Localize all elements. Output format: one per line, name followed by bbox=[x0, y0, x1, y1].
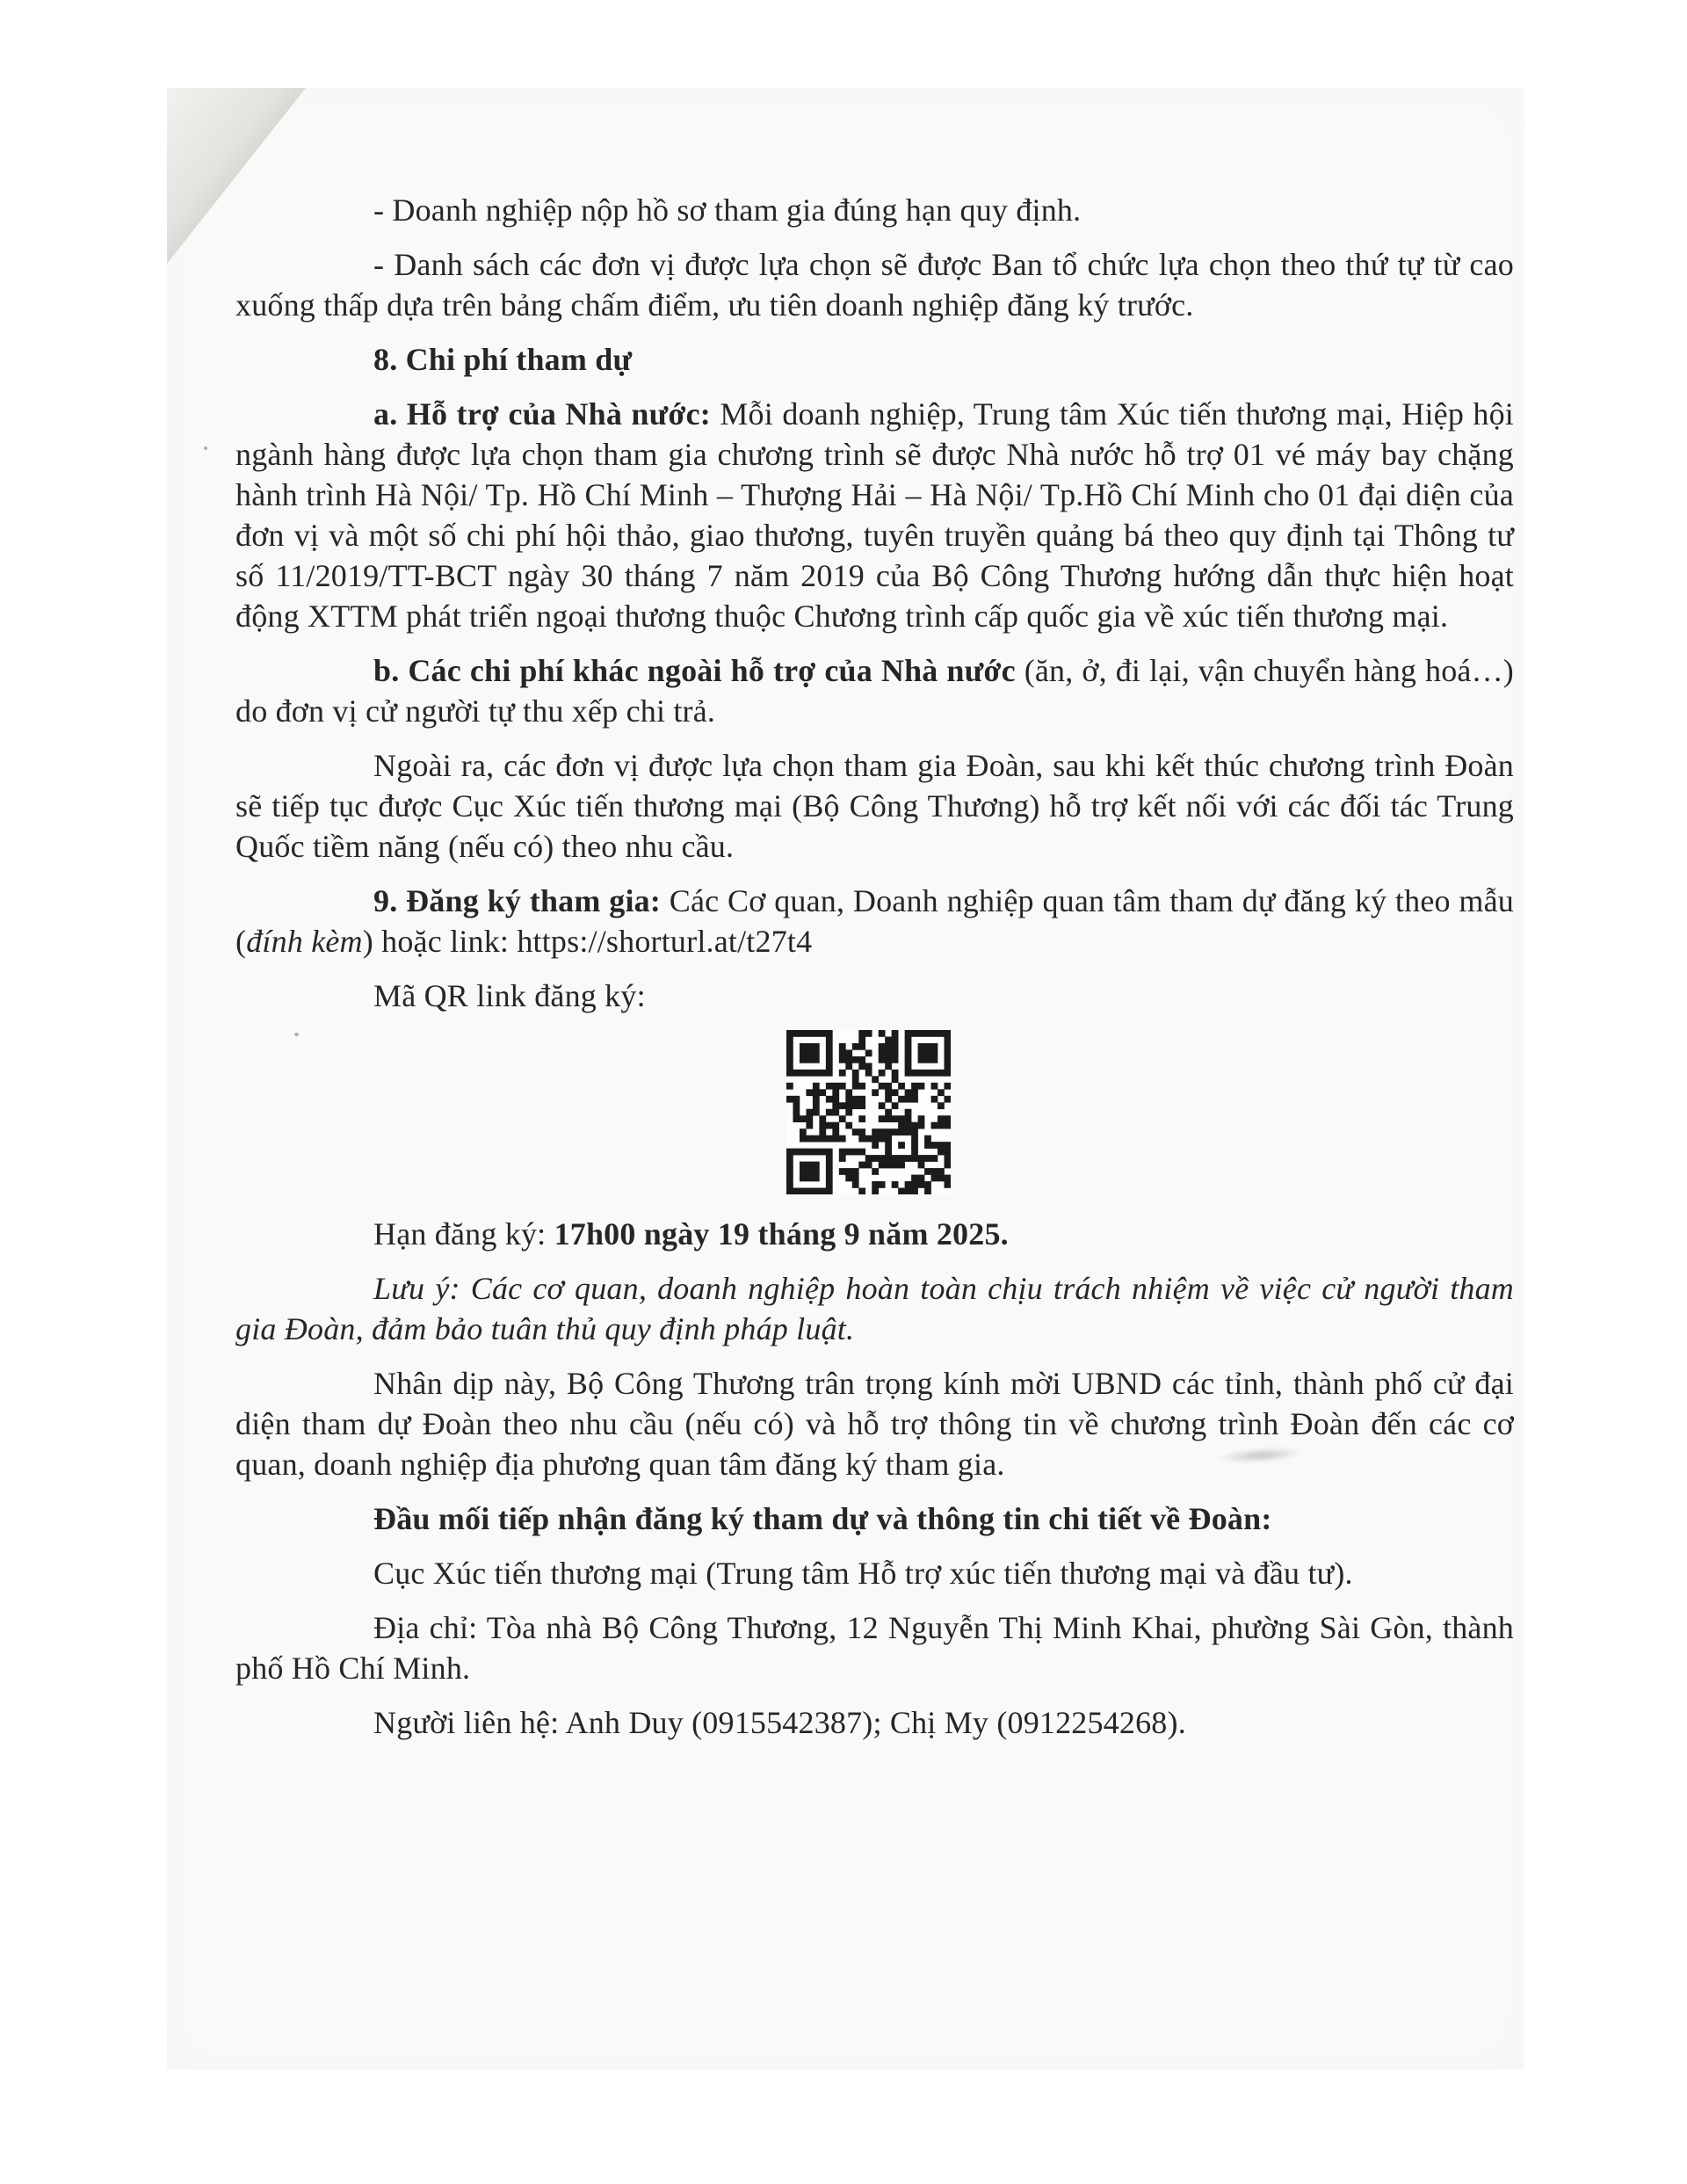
para-a-state-support: a. Hỗ trợ của Nhà nước: Mỗi doanh nghiệp, Trung tâm Xúc tiến thương mại, Hiệp hội ngành hàng được lựa chọn tham gia chương trình sẽ được Nhà nước hỗ trợ 01 vé máy bay chặng hành trình Hà Nội/ Tp. Hồ Chí Minh – Thượng Hải – Hà Nội/ Tp.Hồ Chí Minh cho 01 đại diện của đơn vị và một số chi phí hội thảo, giao thương, tuyên truyền quảng bá theo quy định tại Thông tư số 11/2019/TT-BCT ngày 30 tháng 7 năm 2019 của Bộ Công Thương hướng dẫn thực hiện hoạt động XTTM phát triển ngoại thương thuộc Chương trình cấp quốc gia về xúc tiến thương mại. bbox=[235, 396, 1515, 634]
heading-contact-point: Đầu mối tiếp nhận đăng ký tham dự và thông tin chi tiết về Đoàn: bbox=[373, 1501, 1272, 1536]
bullet-submit-deadline: - Doanh nghiệp nộp hồ sơ tham gia đúng hạn quy định. bbox=[373, 192, 1082, 228]
qr-register-link bbox=[786, 1030, 951, 1194]
heading-section-8: 8. Chi phí tham dự bbox=[373, 342, 633, 377]
document-body bbox=[167, 88, 1524, 1757]
scan-speck bbox=[294, 1033, 299, 1036]
scan-speck bbox=[204, 446, 207, 450]
para-contact-address: Địa chỉ: Tòa nhà Bộ Công Thương, 12 Nguyễn Thị Minh Khai, phường Sài Gòn, thành phố Hồ Chí Minh. bbox=[235, 1610, 1514, 1686]
para-b-other-costs: b. Các chi phí khác ngoài hỗ trợ của Nhà nước (ăn, ở, đi lại, vận chuyển hàng hoá…) do đơn vị cử người tự thu xếp chi trả. bbox=[235, 653, 1514, 729]
para-registration-deadline: Hạn đăng ký: 17h00 ngày 19 tháng 9 năm 2025. bbox=[373, 1216, 1009, 1252]
para-invitation-ubnd: Nhân dịp này, Bộ Công Thương trân trọng kính mời UBND các tỉnh, thành phố cử đại diện tham dự Đoàn theo nhu cầu (nếu có) và hỗ trợ thông tin về chương trình Đoàn đến các cơ quan, doanh nghiệp địa phương quan tâm đăng ký tham gia. bbox=[235, 1366, 1514, 1482]
para-contact-person: Người liên hệ: Anh Duy (0915542387); Chị My (0912254268). bbox=[373, 1705, 1186, 1740]
para-post-program-support: Ngoài ra, các đơn vị được lựa chọn tham gia Đoàn, sau khi kết thúc chương trình Đoàn sẽ tiếp tục được Cục Xúc tiến thương mại (Bộ Công Thương) hỗ trợ kết nối với các đối tác Trung Quốc tiềm năng (nếu có) theo nhu cầu. bbox=[235, 748, 1514, 864]
document-page bbox=[167, 88, 1524, 2070]
para-section-9-register: 9. Đăng ký tham gia: Các Cơ quan, Doanh nghiệp quan tâm tham dự đăng ký theo mẫu (đính kèm) hoặc link: https://shorturl.at/t27t4 bbox=[235, 883, 1514, 959]
bullet-selection-order: - Danh sách các đơn vị được lựa chọn sẽ được Ban tổ chức lựa chọn theo thứ tự từ cao xuống thấp dựa trên bảng chấm điểm, ưu tiên doanh nghiệp đăng ký trước. bbox=[235, 247, 1514, 323]
qr-caption: Mã QR link đăng ký: bbox=[373, 978, 646, 1013]
para-contact-org: Cục Xúc tiến thương mại (Trung tâm Hỗ trợ xúc tiến thương mại và đầu tư). bbox=[373, 1556, 1353, 1591]
para-note: Lưu ý: Các cơ quan, doanh nghiệp hoàn toàn chịu trách nhiệm về việc cử người tham gia Đoàn, đảm bảo tuân thủ quy định pháp luật. bbox=[235, 1271, 1514, 1346]
